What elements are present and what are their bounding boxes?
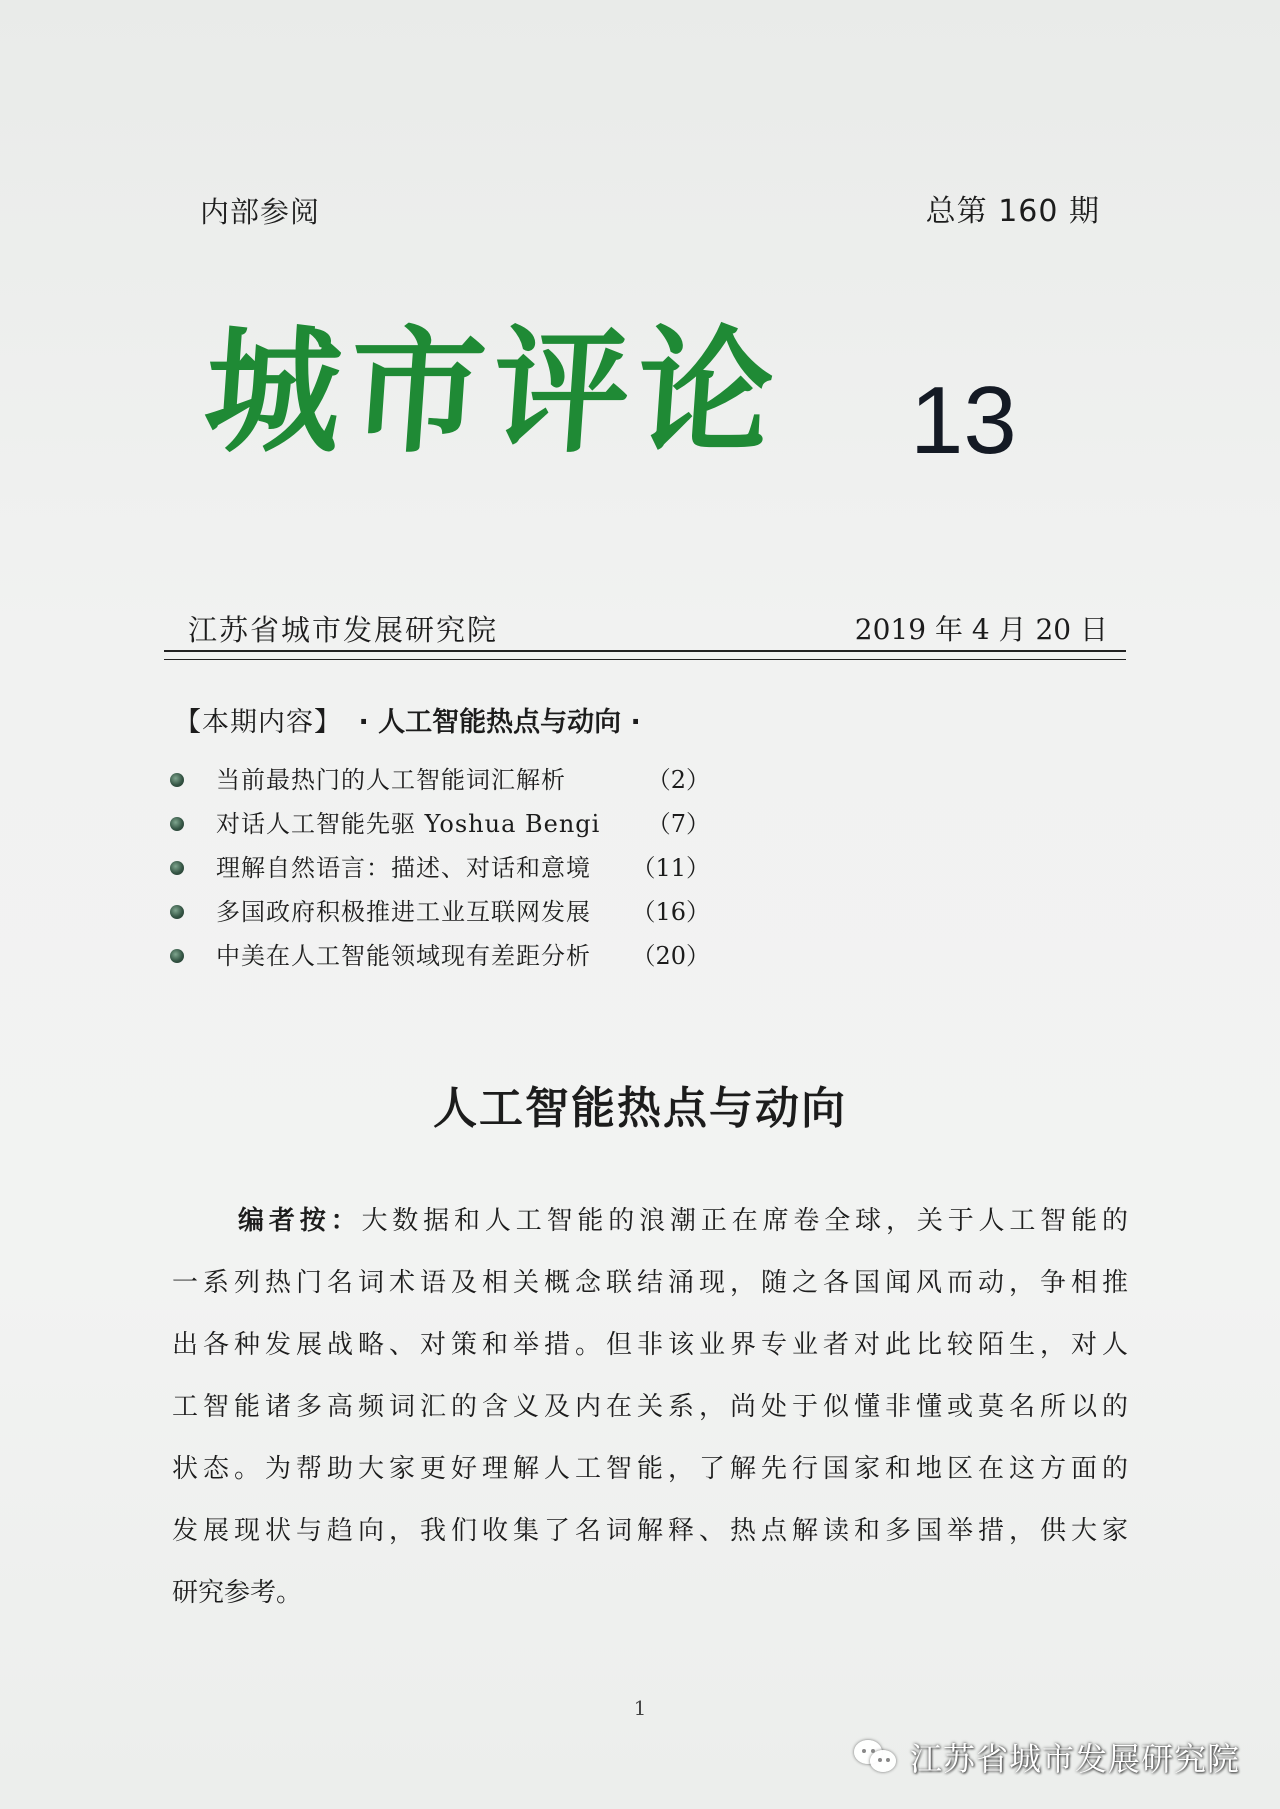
toc-item-page: （16） (631, 898, 710, 926)
toc-item (170, 804, 710, 848)
publication-info (188, 608, 1108, 652)
toc-label: 【本期内容】 (174, 707, 329, 738)
bullet-icon (170, 817, 184, 831)
editor-note-line: 工智能诸多高频词汇的含义及内在关系，尚处于似懂非懂或莫名所以的 (172, 1392, 1128, 1422)
bullet-icon (170, 905, 184, 919)
toc-item-title: 理解自然语言：描述、对话和意境 (216, 854, 591, 882)
watermark-text: 江苏省城市发展研究院 (909, 1740, 1240, 1778)
editor-note-line (172, 1190, 1128, 1252)
publication-date: 2019 年 4 月 20 日 (854, 613, 1108, 646)
editor-note-line: 发展现状与趋向，我们收集了名词解释、热点解读和多国举措，供大家 (172, 1516, 1128, 1546)
table-of-contents (170, 760, 710, 980)
header-divider (164, 650, 1126, 660)
toc-item (170, 760, 710, 804)
toc-item-page: （20） (631, 942, 710, 970)
toc-item-page: （2） (646, 766, 710, 794)
toc-item-title: 对话人工智能先驱 Yoshua Bengi (216, 810, 601, 838)
top-meta (200, 190, 1100, 240)
editor-note-text: 大数据和人工智能的浪潮正在席卷全球，关于人工智能的 (361, 1206, 1128, 1236)
toc-item-page: （11） (631, 854, 710, 882)
toc-item-title: 多国政府积极推进工业互联网发展 (216, 898, 591, 926)
editor-note-line: 出各种发展战略、对策和举措。但非该业界专业者对此比较陌生，对人 (172, 1330, 1128, 1360)
editor-note-line: 状态。为帮助大家更好理解人工智能，了解先行国家和地区在这方面的 (172, 1454, 1128, 1484)
editor-note (172, 1190, 1128, 1624)
toc-item-title: 当前最热门的人工智能词汇解析 (216, 766, 566, 794)
watermark (854, 1732, 1240, 1782)
masthead-issue-number: 13 (910, 367, 1017, 474)
wechat-icon (854, 1738, 898, 1776)
bullet-icon (170, 773, 184, 787)
toc-header (174, 700, 641, 739)
editor-note-line: 一系列热门名词术语及相关概念联结涌现，随之各国闻风而动，争相推 (172, 1268, 1128, 1298)
total-issue-number: 总第 160 期 (925, 194, 1100, 229)
editor-note-label: 编者按： (238, 1206, 362, 1236)
internal-circulation-label: 内部参阅 (200, 195, 321, 229)
bullet-icon (170, 949, 184, 963)
toc-topic: · 人工智能热点与动向 · (358, 707, 641, 738)
editor-note-line: 研究参考。 (172, 1578, 303, 1608)
toc-item-title: 中美在人工智能领域现有差距分析 (216, 942, 591, 970)
article-title: 人工智能热点与动向 (433, 1083, 847, 1134)
toc-item-page: （7） (646, 810, 710, 838)
publisher-name: 江苏省城市发展研究院 (188, 613, 499, 647)
toc-item (170, 848, 710, 892)
toc-item (170, 892, 710, 936)
toc-item (170, 936, 710, 980)
masthead (199, 314, 1105, 495)
masthead-title: 城市评论 (199, 314, 787, 472)
page-number: 1 (633, 1696, 647, 1720)
bullet-icon (170, 861, 184, 875)
